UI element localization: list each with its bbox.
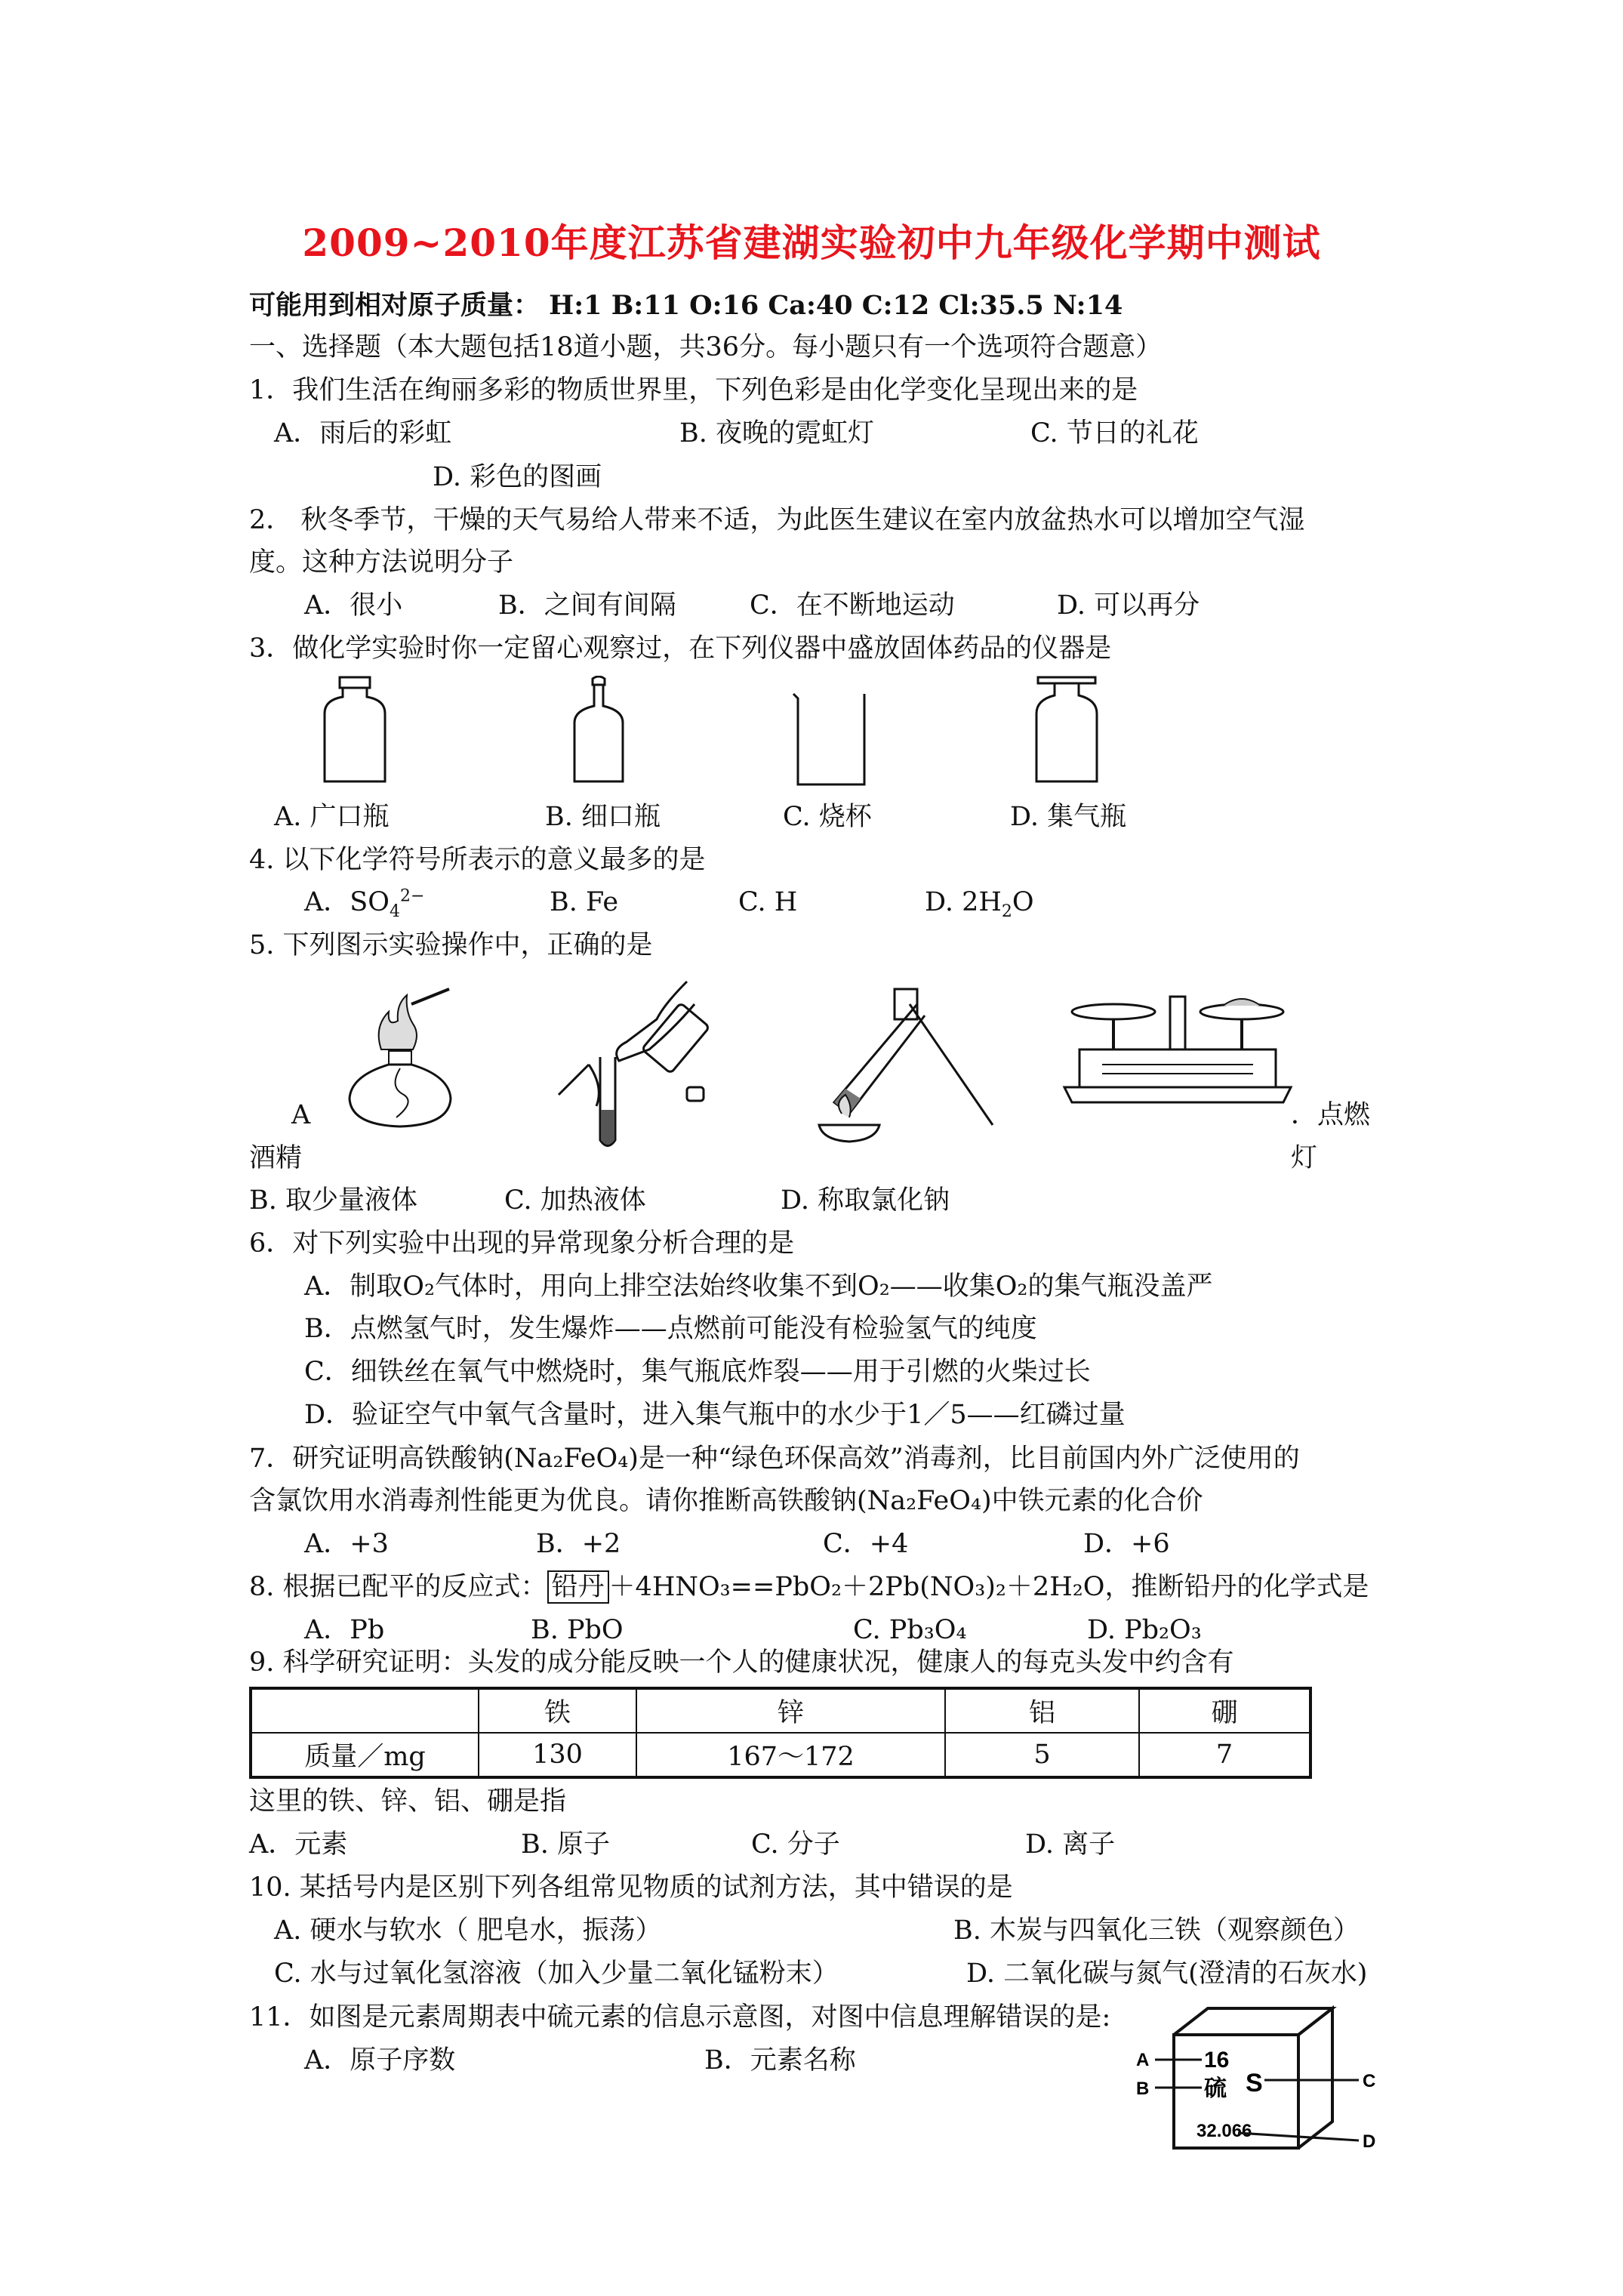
q5-option-a-text2: 酒精 bbox=[249, 1143, 303, 1173]
q9-option-a: A．元素 bbox=[249, 1829, 348, 1860]
q8-option-c: C. Pb₃O₄ bbox=[853, 1615, 967, 1645]
table-header-cell: 锌 bbox=[636, 1688, 945, 1733]
q4-option-a: A．$SO_4^{2-}$ bbox=[304, 886, 425, 921]
q10-option-b: B. 木炭与四氧化三铁（观察颜色） bbox=[953, 1915, 1360, 1946]
q10-stem: 10. 某括号内是区别下列各组常见物质的试剂方法，其中错误的是 bbox=[249, 1872, 1013, 1903]
table-header-cell: 铝 bbox=[945, 1688, 1139, 1733]
q6-option-b: B．点燃氢气时，发生爆炸——点燃前可能没有检验氢气的纯度 bbox=[304, 1314, 1037, 1344]
hair-composition-table bbox=[249, 1687, 1312, 1779]
q1-option-b: B. 夜晚的霓虹灯 bbox=[679, 418, 874, 448]
beaker-icon bbox=[789, 691, 872, 789]
pointer-label-c: C bbox=[1363, 2071, 1376, 2091]
q1-option-d: D. 彩色的图画 bbox=[433, 462, 602, 492]
q1-option-c: C. 节日的礼花 bbox=[1030, 418, 1199, 448]
q2-option-c: C．在不断地运动 bbox=[750, 590, 955, 621]
balance-scale-icon bbox=[1057, 982, 1298, 1133]
q11-stem: 11．如图是元素周期表中硫元素的信息示意图，对图中信息理解错误的是: bbox=[249, 2002, 1111, 2032]
q8-option-b: B. PbO bbox=[531, 1615, 624, 1645]
q7-option-c: C．+4 bbox=[823, 1529, 909, 1559]
q6-stem: 6．对下列实验中出现的异常现象分析合理的是 bbox=[249, 1228, 795, 1259]
q11-option-b: B．元素名称 bbox=[704, 2045, 856, 2076]
q9-option-c: C. 分子 bbox=[751, 1829, 840, 1860]
q3-option-a: A. 广口瓶 bbox=[274, 802, 390, 832]
q1-option-a: A．雨后的彩虹 bbox=[274, 418, 452, 448]
q7-option-a: A．+3 bbox=[304, 1529, 389, 1559]
q2-option-a: A．很小 bbox=[304, 590, 403, 621]
q7-stem-line1: 7．研究证明高铁酸钠(Na₂FeO₄)是一种“绿色环保高效”消毒剂，比目前国内外广泛使用的 bbox=[249, 1444, 1300, 1474]
element-atomic-mass: 32.066 bbox=[1196, 2121, 1252, 2141]
q5-option-a-text3: 灯 bbox=[1291, 1143, 1318, 1173]
q8-option-d: D. Pb₂O₃ bbox=[1087, 1615, 1202, 1645]
q6-option-a: A．制取O₂气体时，用向上排空法始终收集不到O₂——收集O₂的集气瓶没盖严 bbox=[304, 1271, 1213, 1302]
q8-boxed-term: 铅丹 bbox=[547, 1570, 609, 1604]
table-header-cell: 硼 bbox=[1139, 1688, 1310, 1733]
table-cell: 5 bbox=[945, 1733, 1139, 1777]
element-atomic-number: 16 bbox=[1204, 2048, 1230, 2073]
pointer-label-b: B bbox=[1136, 2079, 1150, 2099]
q9-stem: 9. 科学研究证明：头发的成分能反映一个人的健康状况，健康人的每克头发中约含有 bbox=[249, 1647, 1234, 1678]
q10-option-c: C. 水与过氧化氢溶液（加入少量二氧化锰粉末） bbox=[274, 1959, 839, 1989]
gas-jar-icon bbox=[1029, 676, 1104, 789]
q11-option-a: A．原子序数 bbox=[304, 2045, 456, 2076]
q5-option-d: D. 称取氯化钠 bbox=[781, 1185, 950, 1216]
alcohol-lamp-icon bbox=[343, 982, 457, 1133]
table-cell: 167～172 bbox=[636, 1733, 945, 1777]
q7-option-d: D．+6 bbox=[1083, 1529, 1170, 1559]
q5-option-a-label: A bbox=[291, 1100, 311, 1130]
q5-option-c: C. 加热液体 bbox=[504, 1185, 646, 1216]
q10-option-d: D. 二氧化碳与氮气(澄清的石灰水) bbox=[966, 1959, 1368, 1989]
pouring-liquid-icon bbox=[544, 974, 725, 1155]
element-chinese-name: 硫 bbox=[1204, 2076, 1227, 2102]
element-symbol: S bbox=[1246, 2069, 1263, 2097]
q7-stem-line2: 含氯饮用水消毒剂性能更为优良。请你推断高铁酸钠(Na₂FeO₄)中铁元素的化合价 bbox=[249, 1486, 1203, 1516]
table-cell: 质量／mg bbox=[251, 1733, 479, 1777]
q2-option-b: B．之间有间隔 bbox=[498, 590, 676, 621]
q2-option-d: D. 可以再分 bbox=[1057, 590, 1200, 621]
table-cell: 7 bbox=[1139, 1733, 1310, 1777]
q5-option-b: B. 取少量液体 bbox=[249, 1185, 417, 1216]
q3-option-d: D. 集气瓶 bbox=[1010, 802, 1127, 832]
table-cell: 130 bbox=[479, 1733, 636, 1777]
table-header-cell bbox=[251, 1688, 479, 1733]
q9-option-b: B. 原子 bbox=[521, 1829, 610, 1860]
q2-stem-line1: 2． 秋冬季节，干燥的天气易给人带来不适，为此医生建议在室内放盆热水可以增加空气湿 bbox=[249, 505, 1305, 535]
page-title: 2009~2010年度江苏省建湖实验初中九年级化学期中测试 bbox=[302, 220, 1321, 265]
sulfur-element-card bbox=[1132, 2001, 1381, 2159]
q4-option-d: D. $2H_2O$ bbox=[925, 887, 1034, 921]
q4-stem: 4. 以下化学符号所表示的意义最多的是 bbox=[249, 845, 706, 875]
q3-option-c: C. 烧杯 bbox=[783, 802, 872, 832]
q9-option-d: D. 离子 bbox=[1025, 1829, 1116, 1860]
q7-option-b: B．+2 bbox=[536, 1529, 621, 1559]
q4-option-b: B. Fe bbox=[550, 887, 619, 917]
section-heading: 一、选择题（本大题包括18道小题，共36分。每小题只有一个选项符合题意） bbox=[249, 332, 1163, 362]
q8-stem: 8. 根据已配平的反应式： 铅丹 ＋4HNO₃==PbO₂＋2Pb(NO₃)₂＋2H₂O，推断铅丹的化学式是 bbox=[249, 1572, 1369, 1602]
q8-option-a: A．Pb bbox=[304, 1615, 385, 1645]
table-header-row bbox=[251, 1688, 1310, 1733]
heating-liquid-icon bbox=[804, 974, 1000, 1148]
q2-stem-line2: 度。这种方法说明分子 bbox=[249, 547, 514, 578]
q1-stem: 1．我们生活在绚丽多彩的物质世界里，下列色彩是由化学变化呈现出来的是 bbox=[249, 375, 1138, 405]
table-header-cell: 铁 bbox=[479, 1688, 636, 1733]
q3-option-b: B. 细口瓶 bbox=[545, 802, 661, 832]
atomic-mass-line: 可能用到相对原子质量： H:1 B:11 O:16 Ca:40 C:12 Cl:35.5 N:14 bbox=[249, 290, 1123, 321]
pointer-label-d: D bbox=[1363, 2131, 1376, 2152]
q9-followup: 这里的铁、锌、铝、硼是指 bbox=[249, 1786, 567, 1817]
wide-mouth-bottle-icon bbox=[317, 676, 393, 789]
pointer-label-a: A bbox=[1136, 2050, 1150, 2070]
q5-stem: 5. 下列图示实验操作中，正确的是 bbox=[249, 930, 653, 960]
q5-option-a-text1: ．点燃 bbox=[1291, 1100, 1371, 1130]
table-row bbox=[251, 1733, 1310, 1777]
narrow-mouth-bottle-icon bbox=[568, 676, 629, 789]
q3-stem: 3．做化学实验时你一定留心观察过，在下列仪器中盛放固体药品的仪器是 bbox=[249, 633, 1112, 664]
q10-option-a: A. 硬水与软水（ 肥皂水，振荡） bbox=[274, 1915, 662, 1946]
q6-option-d: D．验证空气中氧气含量时，进入集气瓶中的水少于1／5——红磷过量 bbox=[304, 1400, 1126, 1430]
q4-option-c: C. H bbox=[738, 887, 798, 917]
q6-option-c: C．细铁丝在氧气中燃烧时，集气瓶底炸裂——用于引燃的火柴过长 bbox=[304, 1357, 1091, 1387]
